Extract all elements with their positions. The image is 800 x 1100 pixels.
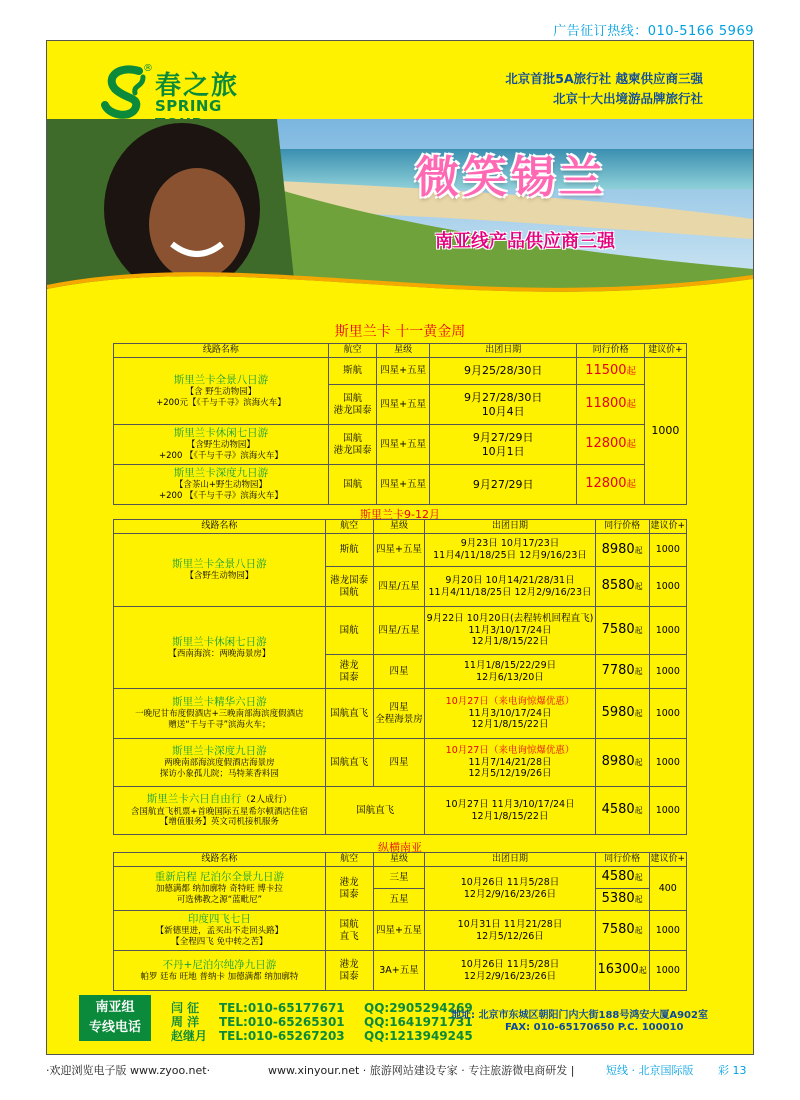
contact-fax: FAX: 010-65170650 P.C. 100010: [505, 1022, 684, 1033]
price-value: 8580: [601, 578, 635, 594]
contact-qq: QQ:1641971731: [364, 1015, 473, 1029]
contact-address: 地址: 北京市东城区朝阳门内大街188号鸿安大厦A902室: [451, 1010, 708, 1021]
date-list: 11月7/14/21/28日 12月5/12/19/26日: [468, 756, 552, 780]
route-name: 斯里兰卡深度九日游: [173, 467, 269, 480]
table-row: [114, 534, 687, 567]
table-header-row: [114, 853, 687, 867]
price-value: 5980: [601, 705, 635, 721]
table-row: [114, 465, 687, 505]
route-name-text: 斯里兰卡六日自由行: [146, 793, 242, 806]
route-name: 斯里兰卡休闲七日游: [172, 635, 267, 648]
star-cell: 四星+五星: [377, 385, 430, 425]
route-desc: 帕罗 廷布 旺地 普纳卡 加德满都 纳加廓特: [140, 971, 299, 982]
date-list: 11月3/10/17/24日 12月1/8/15/22日: [468, 707, 552, 731]
table-row: [114, 951, 687, 991]
price-cell: [595, 867, 649, 889]
dates-cell: [425, 739, 595, 787]
price-cell: [577, 465, 644, 505]
price-unit: 起: [626, 439, 637, 451]
suggest-cell: 1000: [644, 358, 686, 505]
price-unit: 起: [634, 926, 643, 936]
route-cell: [114, 787, 326, 835]
hotline-label-line2: 专线电话: [88, 1020, 141, 1035]
star-cell: 三星: [373, 867, 425, 889]
col-dates: 出团日期: [429, 344, 576, 358]
footer-site-text[interactable]: www.xinyour.net · 旅游网站建设专家 · 专注旅游微电商研发 |: [268, 1064, 575, 1077]
price-value: 16300: [597, 962, 639, 978]
contact-block: [61, 991, 753, 1049]
dates-cell: 10月26日 11月5/28日 12月2/9/16/23/26日: [425, 867, 595, 911]
route-name: [114, 793, 325, 806]
price-cell: [577, 385, 644, 425]
col-peer-price: 同行价格: [595, 520, 649, 534]
price-value: 12800: [585, 436, 627, 452]
brand-name-cn: 春之旅: [155, 71, 240, 101]
airline-cell: 国航直飞: [325, 689, 373, 739]
contact-name: 赵继月: [171, 1029, 208, 1043]
route-cell: [114, 911, 326, 951]
suggest-cell: 400: [649, 867, 686, 911]
route-name: 斯里兰卡全景八日游: [173, 373, 269, 386]
price-cell: [595, 534, 649, 567]
col-suggest: 建议价+: [649, 520, 686, 534]
suggest-cell: 1000: [649, 739, 686, 787]
airline-cell: 港龙国泰 国航: [325, 567, 373, 607]
contact-qq: QQ:2905294269: [364, 1001, 473, 1015]
price-unit: 起: [626, 399, 637, 411]
suggest-cell: 1000: [649, 787, 686, 835]
route-name: 重新启程 尼泊尔全景九日游: [154, 871, 285, 884]
col-peer-price: 同行价格: [577, 344, 644, 358]
route-name: 印度四飞七日: [187, 913, 251, 926]
airline-cell: 国航 港龙国泰: [328, 425, 376, 465]
airline-cell: 斯航: [325, 534, 373, 567]
route-desc: 含国航直飞机票+首晚国际五星希尔顿酒店住宿: [130, 806, 308, 817]
route-cell: [114, 465, 329, 505]
star-cell: 四星+五星: [373, 911, 425, 951]
registered-mark: ®: [143, 63, 153, 74]
route-cell: [114, 951, 326, 991]
route-cell: [114, 739, 326, 787]
col-airline: 航空: [328, 344, 376, 358]
contact-qq: QQ:1213949245: [364, 1029, 473, 1043]
col-airline: 航空: [325, 520, 373, 534]
route-name-note: （2人成行）: [241, 795, 292, 806]
airline-cell: 国航: [328, 465, 376, 505]
price-unit: 起: [634, 582, 643, 592]
table-row: [114, 689, 687, 739]
price-cell: [595, 607, 649, 655]
price-unit: 起: [634, 895, 643, 905]
price-value: 8980: [601, 541, 635, 557]
col-star: 星级: [373, 853, 425, 867]
dates-cell: 10月31日 11月21/28日 12月5/12/26日: [425, 911, 595, 951]
col-route: 线路名称: [114, 344, 329, 358]
dates-cell: 9月23日 10月17/23日 11月4/11/18/25日 12月9/16/23日: [425, 534, 595, 567]
price-unit: 起: [634, 873, 643, 883]
suggest-cell: 1000: [649, 567, 686, 607]
route-name: 斯里兰卡全景八日游: [172, 558, 267, 571]
price-cell: [595, 951, 649, 991]
contact-name: 闫 征: [171, 1001, 200, 1015]
brand-logo: [99, 61, 269, 123]
brand-name-en: SPRING: [155, 97, 222, 115]
price-cell: [595, 739, 649, 787]
col-suggest: 建议价+: [649, 853, 686, 867]
price-value: 8980: [601, 754, 635, 770]
col-star: 星级: [373, 520, 425, 534]
price-cell: [577, 425, 644, 465]
table-row: [114, 425, 687, 465]
route-desc: +200 【《千与千寻》滨海火车】: [159, 451, 283, 462]
col-star: 星级: [377, 344, 430, 358]
route-desc: 探访小象孤儿院；马特莱香料园: [159, 769, 279, 780]
price-value: 12800: [585, 476, 627, 492]
suggest-cell: 1000: [649, 951, 686, 991]
contact-tel: TEL:010-65267203: [219, 1029, 345, 1043]
price-value: 7580: [601, 622, 635, 638]
price-unit: 起: [634, 806, 643, 816]
route-cell: [114, 425, 329, 465]
route-cell: [114, 534, 326, 607]
route-desc: 【含茶山+野生动物园】: [174, 480, 267, 491]
price-cell: [595, 655, 649, 689]
table-row: [114, 358, 687, 385]
route-desc: 【含野生动物园】: [185, 571, 254, 582]
route-desc: 【全程四飞 免中转之苦】: [171, 937, 268, 948]
route-name: 斯里兰卡休闲七日游: [173, 427, 269, 440]
south-asia-table: [113, 852, 687, 991]
dates-cell: 9月25/28/30日: [429, 358, 576, 385]
airline-cell: 斯航: [328, 358, 376, 385]
star-cell: 四星/五星: [373, 567, 425, 607]
price-unit: 起: [634, 709, 643, 719]
airline-cell: 国航 直飞: [325, 911, 373, 951]
golden-week-table: [113, 343, 687, 505]
route-desc: 【含野生动物园】: [186, 440, 255, 451]
price-unit: 起: [634, 667, 643, 677]
page-footer: [0, 1062, 800, 1082]
section-sep-dec-title: 斯里兰卡9-12月: [360, 508, 440, 521]
route-desc: 【含 野生动物园】: [185, 386, 257, 397]
footer-page-number: 彩 13: [718, 1064, 747, 1077]
brand-tagline-1: 北京首批5A旅行社 越柬供应商三强: [505, 71, 703, 86]
dates-cell: 9月27/29日 10月1日: [429, 425, 576, 465]
dates-cell: 9月22日 10月20日(去程转机回程直飞) 11月3/10/17/24日 12月1/8/15/22日: [425, 607, 595, 655]
route-name: 不丹+尼泊尔纯净九日游: [162, 958, 277, 971]
suggest-cell: 1000: [649, 607, 686, 655]
price-cell: [595, 911, 649, 951]
dates-cell: 10月26日 11月5/28日 12月2/9/16/23/26日: [425, 951, 595, 991]
ad-hotline: 广告征订热线：010-5166 5969: [553, 24, 754, 39]
route-desc: 赠送“千与千寻”滨海火车；: [168, 720, 271, 731]
star-cell: 四星+五星: [373, 534, 425, 567]
price-cell: [595, 787, 649, 835]
route-desc: 加德满都 纳加廓特 奇特旺 博卡拉: [155, 884, 283, 895]
section-south-asia-title: 纵横南亚: [378, 841, 422, 854]
airline-cell: 国航: [325, 607, 373, 655]
airline-cell: 国航直飞: [325, 787, 425, 835]
route-desc: 【西南海滨：两晚海景房】: [168, 648, 271, 659]
page-frame: [46, 40, 754, 1055]
route-cell: [114, 607, 326, 689]
price-unit: 起: [626, 365, 637, 377]
airline-cell: 国航直飞: [325, 739, 373, 787]
hero-banner-image: [47, 119, 753, 307]
price-value: 4580: [601, 802, 635, 818]
col-airline: 航空: [325, 853, 373, 867]
col-dates: 出团日期: [425, 520, 595, 534]
table-row: [114, 911, 687, 951]
airline-cell: 港龙 国泰: [325, 951, 373, 991]
price-cell: [577, 358, 644, 385]
hotline-label-line1: 南亚组: [95, 1000, 135, 1015]
price-unit: 起: [634, 758, 643, 768]
route-desc: 一晚尼甘布度假酒店+三晚南部海滨度假酒店: [135, 709, 304, 720]
route-desc: +200 【《千与千寻》滨海火车】: [159, 491, 283, 502]
col-route: 线路名称: [114, 520, 326, 534]
star-cell: 五星: [373, 889, 425, 911]
contact-name: 周 洋: [171, 1015, 200, 1029]
suggest-cell: 1000: [649, 911, 686, 951]
price-unit: 起: [634, 626, 643, 636]
route-desc: 【增值服务】英文司机接机服务: [159, 817, 279, 828]
star-cell: 四星+五星: [377, 358, 430, 385]
price-unit: 起: [634, 545, 643, 555]
route-cell: [114, 867, 326, 911]
route-desc: 两晚南部海滨度假酒店海景房: [164, 758, 275, 769]
hot-date-note: 10月27日（来电询惊爆优惠）: [445, 695, 575, 707]
price-value: 7780: [601, 663, 635, 679]
route-name: 斯里兰卡深度九日游: [172, 745, 267, 758]
airline-cell: 港龙 国泰: [325, 867, 373, 911]
hotline-label: [79, 995, 151, 1041]
table-row: [114, 607, 687, 655]
dates-cell: 11月1/8/15/22/29日 12月6/13/20日: [425, 655, 595, 689]
airline-cell: 国航 港龙国泰: [328, 385, 376, 425]
star-cell: 四星/五星: [373, 607, 425, 655]
suggest-cell: 1000: [649, 534, 686, 567]
price-value: 11500: [585, 362, 627, 378]
hot-date-note: 10月27日（来电询惊爆优惠）: [445, 744, 575, 756]
contact-row: [171, 1027, 473, 1044]
table-header-row: [114, 344, 687, 358]
brand-tagline-2: 北京十大出境游品牌旅行社: [552, 91, 703, 106]
route-cell: [114, 358, 329, 425]
dates-cell: 9月20日 10月14/21/28/31日 11月4/11/18/25日 12月2/9/16/23日: [425, 567, 595, 607]
col-dates: 出团日期: [425, 853, 595, 867]
table-row: [114, 739, 687, 787]
price-cell: [595, 567, 649, 607]
col-route: 线路名称: [114, 853, 326, 867]
route-cell: [114, 689, 326, 739]
section-golden-week-title: 斯里兰卡 十一黄金周: [334, 324, 466, 340]
table-row: [114, 787, 687, 835]
star-cell: 3A+五星: [373, 951, 425, 991]
star-cell: 四星: [373, 739, 425, 787]
footer-edition: 短线 · 北京国际版: [606, 1064, 694, 1077]
star-cell: 四星: [373, 655, 425, 689]
route-desc: +200元【《千与千寻》滨海火车】: [156, 397, 286, 408]
price-value: 5380: [601, 891, 635, 907]
table-header-row: [114, 520, 687, 534]
price-cell: [595, 889, 649, 911]
col-peer-price: 同行价格: [595, 853, 649, 867]
star-cell: 四星+五星: [377, 425, 430, 465]
price-cell: [595, 689, 649, 739]
dates-cell: [425, 689, 595, 739]
col-suggest: 建议价+: [644, 344, 686, 358]
price-value: 7580: [601, 922, 635, 938]
table-row: [114, 867, 687, 889]
route-desc: 【新德里进，孟买出不走回头路】: [155, 926, 284, 937]
dates-cell: 9月27/28/30日 10月4日: [429, 385, 576, 425]
route-desc: 可选佛教之源“蓝毗尼”: [176, 895, 263, 906]
dates-cell: 9月27/29日: [429, 465, 576, 505]
hero-title: 微笑锡兰: [415, 152, 607, 203]
dates-cell: 10月27日 11月3/10/17/24日 12月1/8/15/22日: [425, 787, 595, 835]
price-unit: 起: [638, 966, 647, 976]
price-value: 11800: [585, 396, 627, 412]
airline-cell: 港龙 国泰: [325, 655, 373, 689]
star-cell: 四星+五星: [377, 465, 430, 505]
star-cell: 四星 全程海景房: [373, 689, 425, 739]
sep-dec-table: [113, 519, 687, 835]
suggest-cell: 1000: [649, 689, 686, 739]
contact-tel: TEL:010-65265301: [219, 1015, 345, 1029]
footer-ebook-link[interactable]: ·欢迎浏览电子版 www.zyoo.net·: [46, 1064, 211, 1077]
contact-tel: TEL:010-65177671: [219, 1001, 345, 1015]
price-value: 4580: [601, 869, 635, 885]
suggest-cell: 1000: [649, 655, 686, 689]
route-name: 斯里兰卡精华六日游: [172, 696, 267, 709]
hero-subtitle: 南亚线产品供应商三强: [435, 231, 615, 252]
price-unit: 起: [626, 479, 637, 491]
